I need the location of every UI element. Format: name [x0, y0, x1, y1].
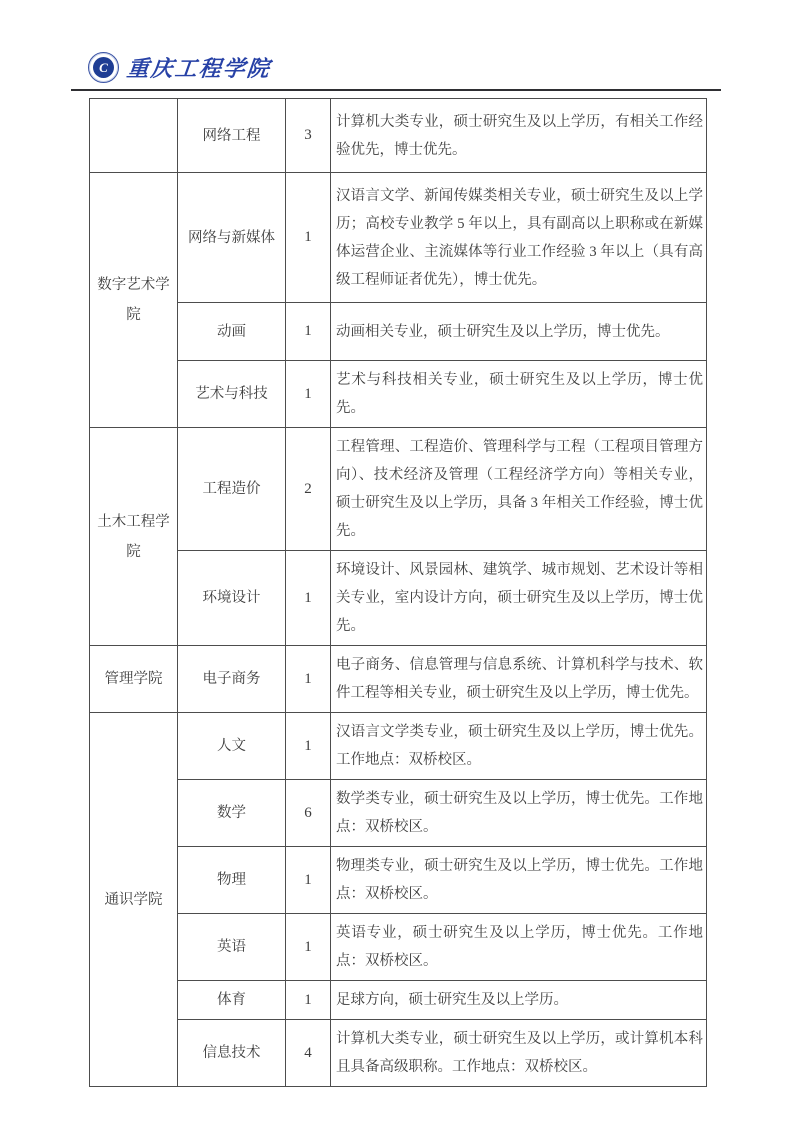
count-cell: 3 — [286, 99, 331, 173]
count-cell: 1 — [286, 646, 331, 713]
count-cell: 1 — [286, 173, 331, 303]
count-cell: 1 — [286, 303, 331, 361]
school-name-logotype: 重庆工程学院 — [125, 56, 273, 81]
college-cell: 土木工程学院 — [90, 428, 178, 646]
count-cell: 1 — [286, 551, 331, 646]
requirement-cell: 艺术与科技相关专业，硕士研究生及以上学历，博士优先。 — [331, 361, 707, 428]
table-row — [90, 551, 707, 646]
requirement-cell: 动画相关专业，硕士研究生及以上学历，博士优先。 — [331, 303, 707, 361]
requirement-cell: 环境设计、风景园林、建筑学、城市规划、艺术设计等相关专业，室内设计方向，硕士研究生及以上学历，博士优先。 — [331, 551, 707, 646]
table-row — [90, 780, 707, 847]
position-cell: 网络与新媒体 — [178, 173, 286, 303]
requirement-cell: 足球方向，硕士研究生及以上学历。 — [331, 981, 707, 1020]
position-cell: 人文 — [178, 713, 286, 780]
table-row — [90, 173, 707, 303]
requirement-cell: 计算机大类专业，硕士研究生及以上学历，或计算机本科且具备高级职称。工作地点：双桥校区。 — [331, 1020, 707, 1087]
requirement-cell: 英语专业，硕士研究生及以上学历，博士优先。工作地点：双桥校区。 — [331, 914, 707, 981]
count-cell: 1 — [286, 981, 331, 1020]
requirement-cell: 汉语言文学、新闻传媒类相关专业，硕士研究生及以上学历；高校专业教学 5 年以上，具有副高以上职称或在新媒体运营企业、主流媒体等行业工作经验 3 年以上（具有高级工程师证者优先），博士优先。 — [331, 173, 707, 303]
table-row — [90, 981, 707, 1020]
position-cell: 动画 — [178, 303, 286, 361]
position-cell: 网络工程 — [178, 99, 286, 173]
count-cell: 4 — [286, 1020, 331, 1087]
count-cell: 2 — [286, 428, 331, 551]
count-cell: 1 — [286, 847, 331, 914]
emblem-glyph: C — [93, 57, 114, 78]
count-cell: 1 — [286, 713, 331, 780]
table-row — [90, 914, 707, 981]
college-cell — [90, 99, 178, 173]
count-cell: 6 — [286, 780, 331, 847]
requirement-cell: 计算机大类专业，硕士研究生及以上学历，有相关工作经验优先，博士优先。 — [331, 99, 707, 173]
college-cell: 管理学院 — [90, 646, 178, 713]
position-cell: 体育 — [178, 981, 286, 1020]
requirement-cell: 数学类专业，硕士研究生及以上学历，博士优先。工作地点：双桥校区。 — [331, 780, 707, 847]
table-row — [90, 713, 707, 780]
requirement-cell: 电子商务、信息管理与信息系统、计算机科学与技术、软件工程等相关专业，硕士研究生及以上学历，博士优先。 — [331, 646, 707, 713]
requirement-cell: 汉语言文学类专业，硕士研究生及以上学历，博士优先。工作地点：双桥校区。 — [331, 713, 707, 780]
school-logo — [88, 52, 271, 83]
position-cell: 电子商务 — [178, 646, 286, 713]
position-cell: 英语 — [178, 914, 286, 981]
table-row — [90, 428, 707, 551]
position-cell: 环境设计 — [178, 551, 286, 646]
header-divider — [71, 89, 721, 91]
college-cell: 数字艺术学院 — [90, 173, 178, 428]
requirement-cell: 物理类专业，硕士研究生及以上学历，博士优先。工作地点：双桥校区。 — [331, 847, 707, 914]
table-row — [90, 847, 707, 914]
table-row — [90, 303, 707, 361]
table-row — [90, 361, 707, 428]
table-row — [90, 1020, 707, 1087]
table-row — [90, 99, 707, 173]
school-emblem-icon — [88, 52, 119, 83]
position-cell: 工程造价 — [178, 428, 286, 551]
count-cell: 1 — [286, 361, 331, 428]
college-cell: 通识学院 — [90, 713, 178, 1087]
recruitment-table — [89, 98, 707, 1087]
position-cell: 艺术与科技 — [178, 361, 286, 428]
position-cell: 物理 — [178, 847, 286, 914]
position-cell: 数学 — [178, 780, 286, 847]
table-row — [90, 646, 707, 713]
count-cell: 1 — [286, 914, 331, 981]
position-cell: 信息技术 — [178, 1020, 286, 1087]
requirement-cell: 工程管理、工程造价、管理科学与工程（工程项目管理方向）、技术经济及管理（工程经济学方向）等相关专业，硕士研究生及以上学历，具备 3 年相关工作经验，博士优先。 — [331, 428, 707, 551]
